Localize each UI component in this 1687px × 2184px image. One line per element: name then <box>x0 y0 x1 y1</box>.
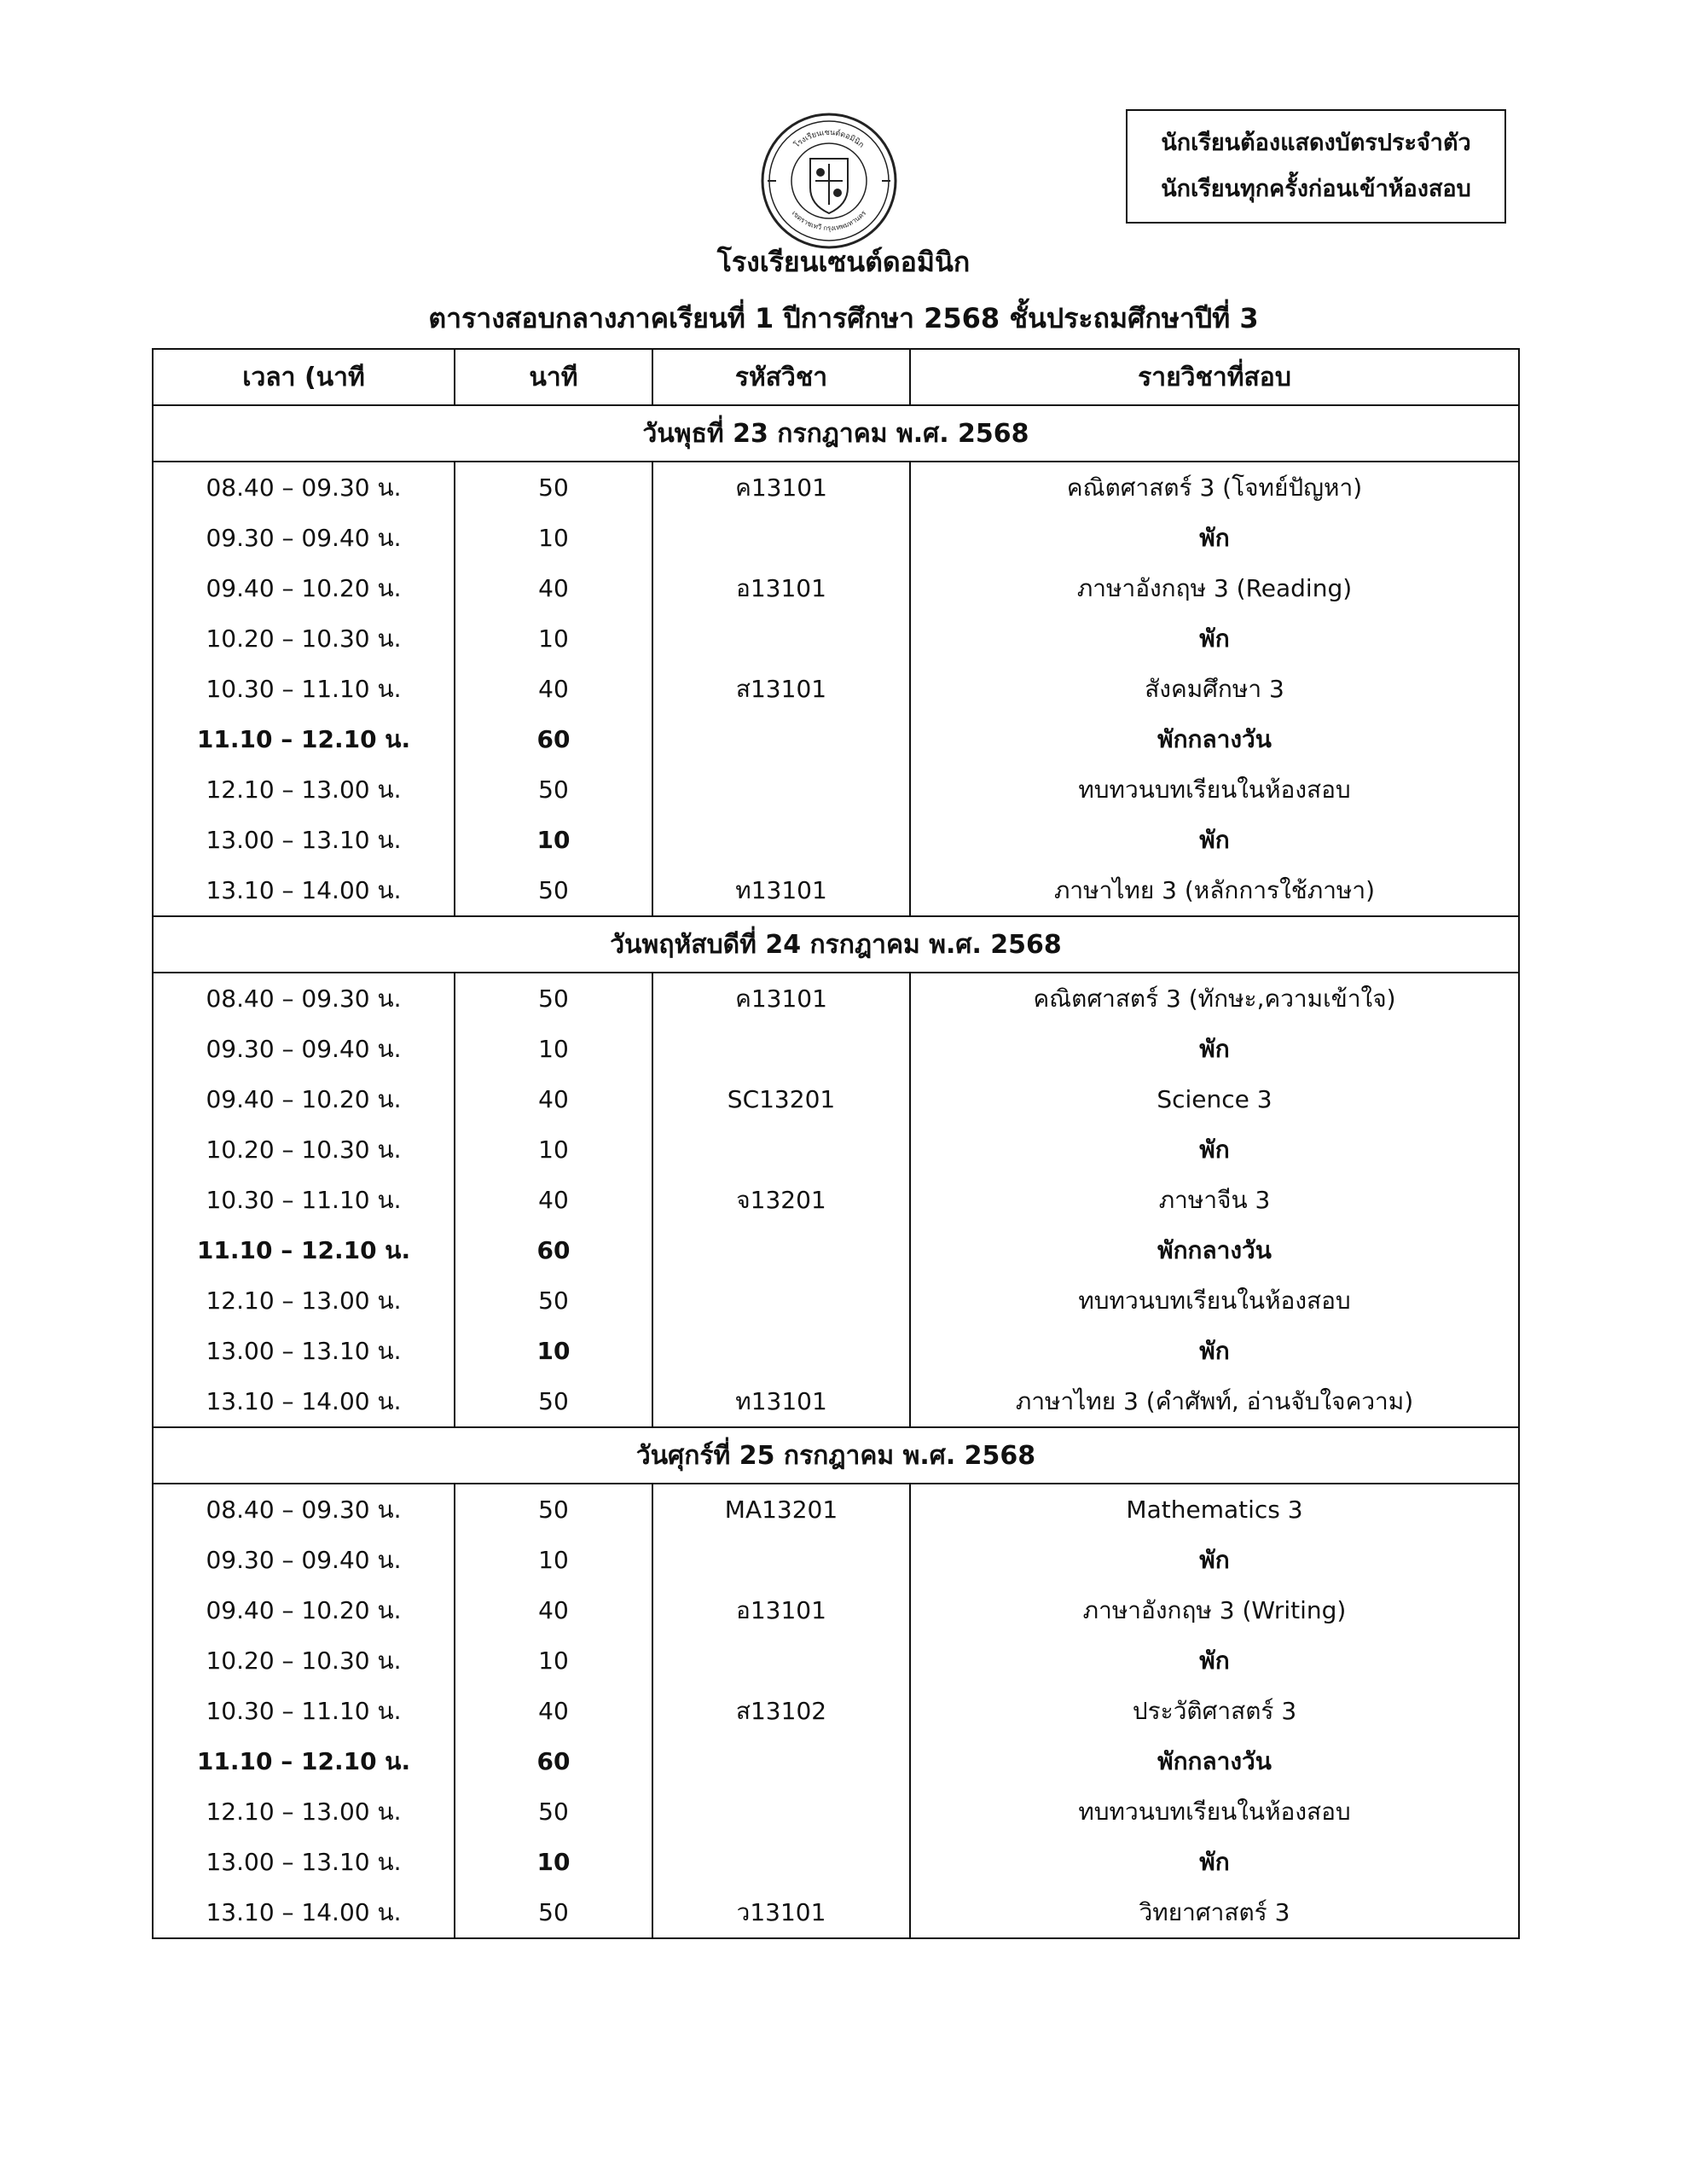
subject-cell: ทบทวนบทเรียนในห้องสอบ <box>910 1786 1519 1837</box>
column-header-code: รหัสวิชา <box>652 349 910 405</box>
subject-code-cell: ค13101 <box>652 462 910 513</box>
time-cell: 13.00 – 13.10 น. <box>153 1837 455 1887</box>
subject-code-cell <box>652 1535 910 1585</box>
schedule-row <box>153 1376 1519 1427</box>
subject-code-cell: ส13101 <box>652 664 910 714</box>
subject-cell: สังคมศึกษา 3 <box>910 664 1519 714</box>
subject-code-cell: ว13101 <box>652 1887 910 1938</box>
subject-code-cell <box>652 1786 910 1837</box>
time-cell: 11.10 – 12.10 น. <box>153 1225 455 1275</box>
schedule-row <box>153 1535 1519 1585</box>
minutes-cell: 10 <box>455 1635 652 1686</box>
minutes-cell: 10 <box>455 1837 652 1887</box>
schedule-row <box>153 764 1519 815</box>
time-cell: 10.20 – 10.30 น. <box>153 1124 455 1175</box>
subject-code-cell <box>652 764 910 815</box>
day-header-row <box>153 1427 1519 1484</box>
schedule-row <box>153 1887 1519 1938</box>
minutes-cell: 40 <box>455 1074 652 1124</box>
id-card-notice <box>1126 109 1506 224</box>
logo-top-text: โรงเรียนเซนต์ดอมินิก <box>792 128 866 150</box>
schedule-row <box>153 1736 1519 1786</box>
subject-cell: ทบทวนบทเรียนในห้องสอบ <box>910 764 1519 815</box>
time-cell: 13.10 – 14.00 น. <box>153 865 455 916</box>
minutes-cell: 40 <box>455 664 652 714</box>
subject-cell: พัก <box>910 1837 1519 1887</box>
time-cell: 13.10 – 14.00 น. <box>153 1376 455 1427</box>
minutes-cell: 10 <box>455 815 652 865</box>
subject-cell: พักกลางวัน <box>910 1736 1519 1786</box>
minutes-cell: 50 <box>455 865 652 916</box>
schedule-row <box>153 513 1519 563</box>
schedule-row <box>153 1786 1519 1837</box>
schedule-row <box>153 1175 1519 1225</box>
column-header-subject: รายวิชาที่สอบ <box>910 349 1519 405</box>
subject-code-cell <box>652 1024 910 1074</box>
schedule-row <box>153 1635 1519 1686</box>
minutes-cell: 40 <box>455 563 652 613</box>
subject-code-cell: SC13201 <box>652 1074 910 1124</box>
time-cell: 08.40 – 09.30 น. <box>153 973 455 1024</box>
notice-line-1: นักเรียนต้องแสดงบัตรประจำตัว <box>1161 130 1471 156</box>
time-cell: 09.30 – 09.40 น. <box>153 513 455 563</box>
subject-code-cell <box>652 714 910 764</box>
time-cell: 13.00 – 13.10 น. <box>153 1326 455 1376</box>
subject-cell: พัก <box>910 1024 1519 1074</box>
subject-cell: พักกลางวัน <box>910 714 1519 764</box>
header-row <box>153 349 1519 405</box>
time-cell: 09.40 – 10.20 น. <box>153 1074 455 1124</box>
time-cell: 13.00 – 13.10 น. <box>153 815 455 865</box>
column-header-time: เวลา (นาที <box>153 349 455 405</box>
time-cell: 11.10 – 12.10 น. <box>153 1736 455 1786</box>
time-cell: 10.30 – 11.10 น. <box>153 664 455 714</box>
schedule-row <box>153 1585 1519 1635</box>
minutes-cell: 40 <box>455 1175 652 1225</box>
subject-code-cell: ท13101 <box>652 865 910 916</box>
subject-cell: วิทยาศาสตร์ 3 <box>910 1887 1519 1938</box>
subject-code-cell <box>652 513 910 563</box>
time-cell: 10.20 – 10.30 น. <box>153 613 455 664</box>
notice-line-2: นักเรียนทุกครั้งก่อนเข้าห้องสอบ <box>1161 176 1471 202</box>
minutes-cell: 50 <box>455 1887 652 1938</box>
minutes-cell: 10 <box>455 613 652 664</box>
schedule-row <box>153 1686 1519 1736</box>
schedule-body <box>153 405 1519 1938</box>
time-cell: 11.10 – 12.10 น. <box>153 714 455 764</box>
minutes-cell: 60 <box>455 1225 652 1275</box>
minutes-cell: 50 <box>455 1484 652 1535</box>
subject-code-cell: จ13201 <box>652 1175 910 1225</box>
subject-cell: ภาษาอังกฤษ 3 (Writing) <box>910 1585 1519 1635</box>
day-label: วันศุกร์ที่ 25 กรกฎาคม พ.ศ. 2568 <box>153 1427 1519 1484</box>
minutes-cell: 10 <box>455 1535 652 1585</box>
subject-code-cell: ส13102 <box>652 1686 910 1736</box>
schedule-row <box>153 1225 1519 1275</box>
schedule-row <box>153 865 1519 916</box>
day-header-row <box>153 405 1519 462</box>
minutes-cell: 50 <box>455 1275 652 1326</box>
schedule-row <box>153 1326 1519 1376</box>
day-label: วันพฤหัสบดีที่ 24 กรกฎาคม พ.ศ. 2568 <box>153 916 1519 973</box>
schedule-row <box>153 714 1519 764</box>
subject-cell: พัก <box>910 815 1519 865</box>
subject-code-cell: ท13101 <box>652 1376 910 1427</box>
schedule-row <box>153 1024 1519 1074</box>
minutes-cell: 50 <box>455 1786 652 1837</box>
minutes-cell: 60 <box>455 714 652 764</box>
day-header-row <box>153 916 1519 973</box>
subject-cell: Science 3 <box>910 1074 1519 1124</box>
subject-code-cell: MA13201 <box>652 1484 910 1535</box>
minutes-cell: 50 <box>455 764 652 815</box>
subject-cell: ทบทวนบทเรียนในห้องสอบ <box>910 1275 1519 1326</box>
subject-code-cell <box>652 815 910 865</box>
schedule-row <box>153 1124 1519 1175</box>
subject-cell: พัก <box>910 1124 1519 1175</box>
subject-code-cell: อ13101 <box>652 1585 910 1635</box>
subject-cell: พัก <box>910 1535 1519 1585</box>
subject-cell: ภาษาอังกฤษ 3 (Reading) <box>910 563 1519 613</box>
time-cell: 09.40 – 10.20 น. <box>153 563 455 613</box>
schedule-row <box>153 563 1519 613</box>
exam-title: ตารางสอบกลางภาคเรียนที่ 1 ปีการศึกษา 2568 ชั้นประถมศึกษาปีที่ 3 <box>428 302 1259 334</box>
time-cell: 12.10 – 13.00 น. <box>153 764 455 815</box>
subject-code-cell <box>652 1225 910 1275</box>
schedule-row <box>153 462 1519 513</box>
schedule-row <box>153 1484 1519 1535</box>
subject-cell: ภาษาจีน 3 <box>910 1175 1519 1225</box>
minutes-cell: 10 <box>455 1326 652 1376</box>
subject-code-cell <box>652 613 910 664</box>
minutes-cell: 40 <box>455 1686 652 1736</box>
schedule-row <box>153 1275 1519 1326</box>
subject-code-cell <box>652 1275 910 1326</box>
subject-cell: Mathematics 3 <box>910 1484 1519 1535</box>
subject-cell: พัก <box>910 1635 1519 1686</box>
subject-code-cell <box>652 1124 910 1175</box>
schedule-row <box>153 1074 1519 1124</box>
subject-cell: พักกลางวัน <box>910 1225 1519 1275</box>
minutes-cell: 40 <box>455 1585 652 1635</box>
subject-code-cell <box>652 1837 910 1887</box>
time-cell: 12.10 – 13.00 น. <box>153 1275 455 1326</box>
time-cell: 12.10 – 13.00 น. <box>153 1786 455 1837</box>
minutes-cell: 10 <box>455 1024 652 1074</box>
subject-cell: พัก <box>910 613 1519 664</box>
minutes-cell: 50 <box>455 1376 652 1427</box>
time-cell: 08.40 – 09.30 น. <box>153 462 455 513</box>
subject-code-cell <box>652 1736 910 1786</box>
schedule-row <box>153 815 1519 865</box>
school-logo <box>757 109 901 253</box>
minutes-cell: 60 <box>455 1736 652 1786</box>
subject-cell: ภาษาไทย 3 (คำศัพท์, อ่านจับใจความ) <box>910 1376 1519 1427</box>
time-cell: 09.30 – 09.40 น. <box>153 1024 455 1074</box>
time-cell: 13.10 – 14.00 น. <box>153 1887 455 1938</box>
time-cell: 10.20 – 10.30 น. <box>153 1635 455 1686</box>
svg-text:โรงเรียนเซนต์ดอมินิก <box>792 128 866 150</box>
time-cell: 10.30 – 11.10 น. <box>153 1686 455 1736</box>
subject-cell: คณิตศาสตร์ 3 (ทักษะ,ความเข้าใจ) <box>910 973 1519 1024</box>
subject-code-cell: อ13101 <box>652 563 910 613</box>
schedule-row <box>153 664 1519 714</box>
time-cell: 08.40 – 09.30 น. <box>153 1484 455 1535</box>
minutes-cell: 50 <box>455 462 652 513</box>
schedule-row <box>153 973 1519 1024</box>
subject-cell: ประวัติศาสตร์ 3 <box>910 1686 1519 1736</box>
minutes-cell: 10 <box>455 1124 652 1175</box>
exam-schedule-table <box>152 348 1520 1939</box>
minutes-cell: 50 <box>455 973 652 1024</box>
time-cell: 09.40 – 10.20 น. <box>153 1585 455 1635</box>
subject-cell: พัก <box>910 513 1519 563</box>
minutes-cell: 10 <box>455 513 652 563</box>
logo-bottom-text: เขตราชเทวี กรุงเทพมหานคร <box>790 209 868 233</box>
subject-cell: ภาษาไทย 3 (หลักการใช้ภาษา) <box>910 865 1519 916</box>
subject-cell: คณิตศาสตร์ 3 (โจทย์ปัญหา) <box>910 462 1519 513</box>
subject-code-cell: ค13101 <box>652 973 910 1024</box>
day-label: วันพุธที่ 23 กรกฎาคม พ.ศ. 2568 <box>153 405 1519 462</box>
time-cell: 09.30 – 09.40 น. <box>153 1535 455 1585</box>
schedule-row <box>153 1837 1519 1887</box>
column-header-minutes: นาที <box>455 349 652 405</box>
school-name: โรงเรียนเซนต์ดอมินิก <box>716 246 971 278</box>
subject-code-cell <box>652 1326 910 1376</box>
subject-code-cell <box>652 1635 910 1686</box>
subject-cell: พัก <box>910 1326 1519 1376</box>
schedule-row <box>153 613 1519 664</box>
time-cell: 10.30 – 11.10 น. <box>153 1175 455 1225</box>
